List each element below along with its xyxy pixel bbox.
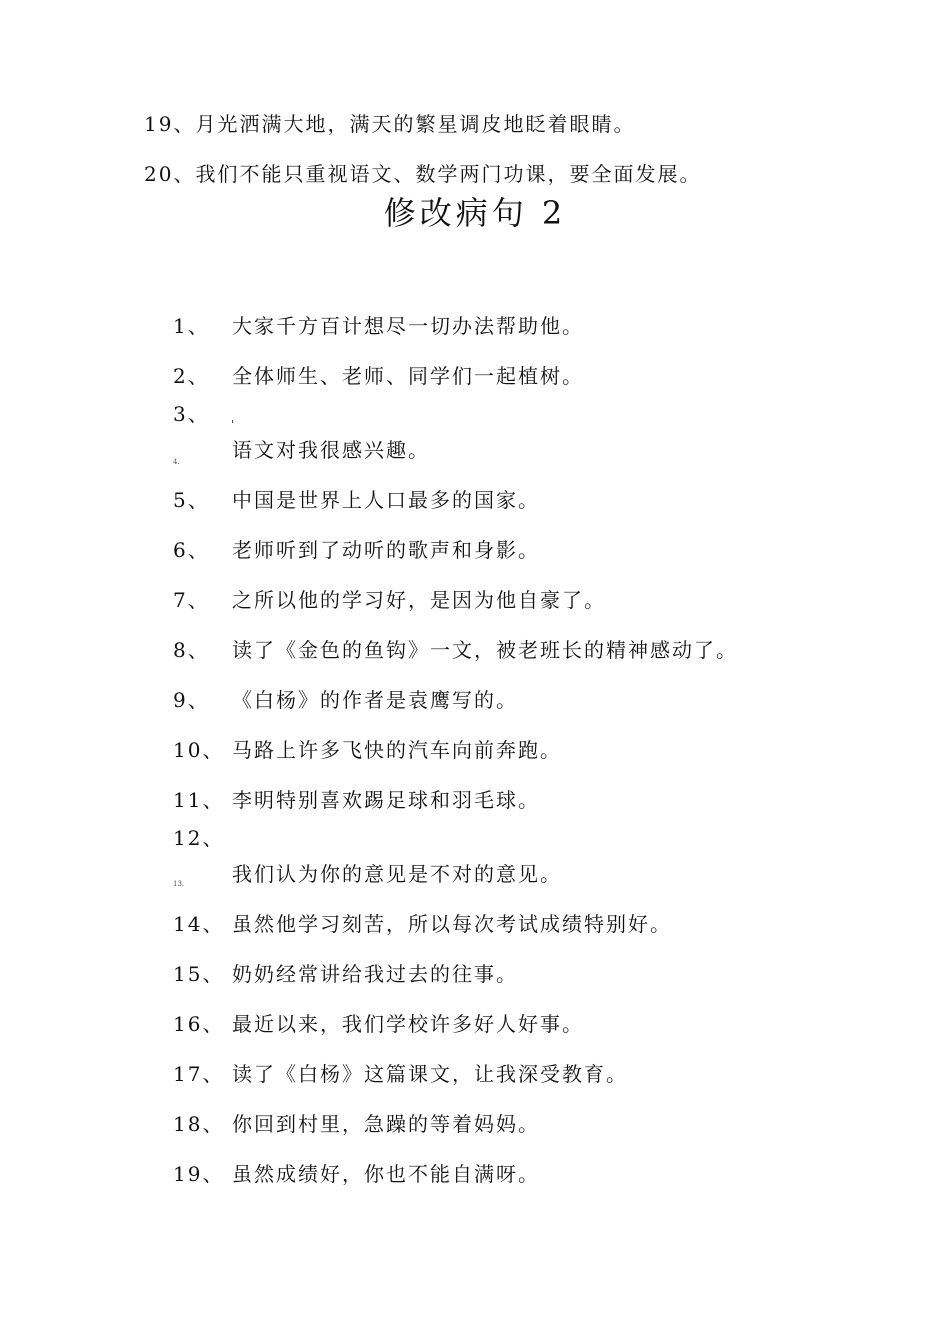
item-number: 12、 [173,826,225,850]
item-number: 17、 [173,1062,225,1086]
item-text: 最近以来，我们学校许多好人好事。 [232,1012,584,1036]
item-number-small: 13. [173,880,185,888]
item-text: 李明特别喜欢踢足球和羽毛球。 [232,788,540,812]
prev-page-line-19: 19、月光洒满大地，满天的繁星调皮地眨着眼睛。 [144,112,636,136]
item-text: 全体师生、老师、同学们一起植树。 [232,364,584,388]
item-number: 8、 [173,638,210,662]
prev-page-line-20: 20、我们不能只重视语文、数学两门功课，要全面发展。 [144,162,702,186]
item-text: 之所以他的学习好，是因为他自豪了。 [232,588,606,612]
item-text: 读了《白杨》这篇课文，让我深受教育。 [232,1062,628,1086]
item-number: 3、 [173,402,210,426]
item-number: 2、 [173,364,210,388]
item-number: 14、 [173,912,225,936]
item-number: 19、 [173,1162,225,1186]
item-number: 1、 [173,314,210,338]
item-text: 虽然他学习刻苦，所以每次考试成绩特别好。 [232,912,672,936]
item-number: 9、 [173,688,210,712]
item-text: 奶奶经常讲给我过去的往事。 [232,962,518,986]
item-text: 马路上许多飞快的汽车向前奔跑。 [232,738,562,762]
item-text: 你回到村里，急躁的等着妈妈。 [232,1112,540,1136]
item-number: 15、 [173,962,225,986]
item-number: 18、 [173,1112,225,1136]
tick-mark-icon: ' [231,418,235,431]
item-text: 大家千方百计想尽一切办法帮助他。 [232,314,584,338]
item-text: 中国是世界上人口最多的国家。 [232,488,540,512]
page-title: 修改病句 2 [383,194,567,232]
item-text: 《白杨》的作者是袁鹰写的。 [232,688,518,712]
item-text: 老师听到了动听的歌声和身影。 [232,538,540,562]
item-number: 5、 [173,488,210,512]
item-number: 11、 [173,788,225,812]
item-number-small: 4. [173,458,180,466]
item-text: 虽然成绩好，你也不能自满呀。 [232,1162,540,1186]
item-number: 10、 [173,738,225,762]
item-text: 我们认为你的意见是不对的意见。 [232,862,562,886]
item-text: 语文对我很感兴趣。 [232,438,430,462]
item-number: 7、 [173,588,210,612]
item-text: 读了《金色的鱼钩》一文，被老班长的精神感动了。 [232,638,738,662]
item-number: 6、 [173,538,210,562]
item-number: 16、 [173,1012,225,1036]
